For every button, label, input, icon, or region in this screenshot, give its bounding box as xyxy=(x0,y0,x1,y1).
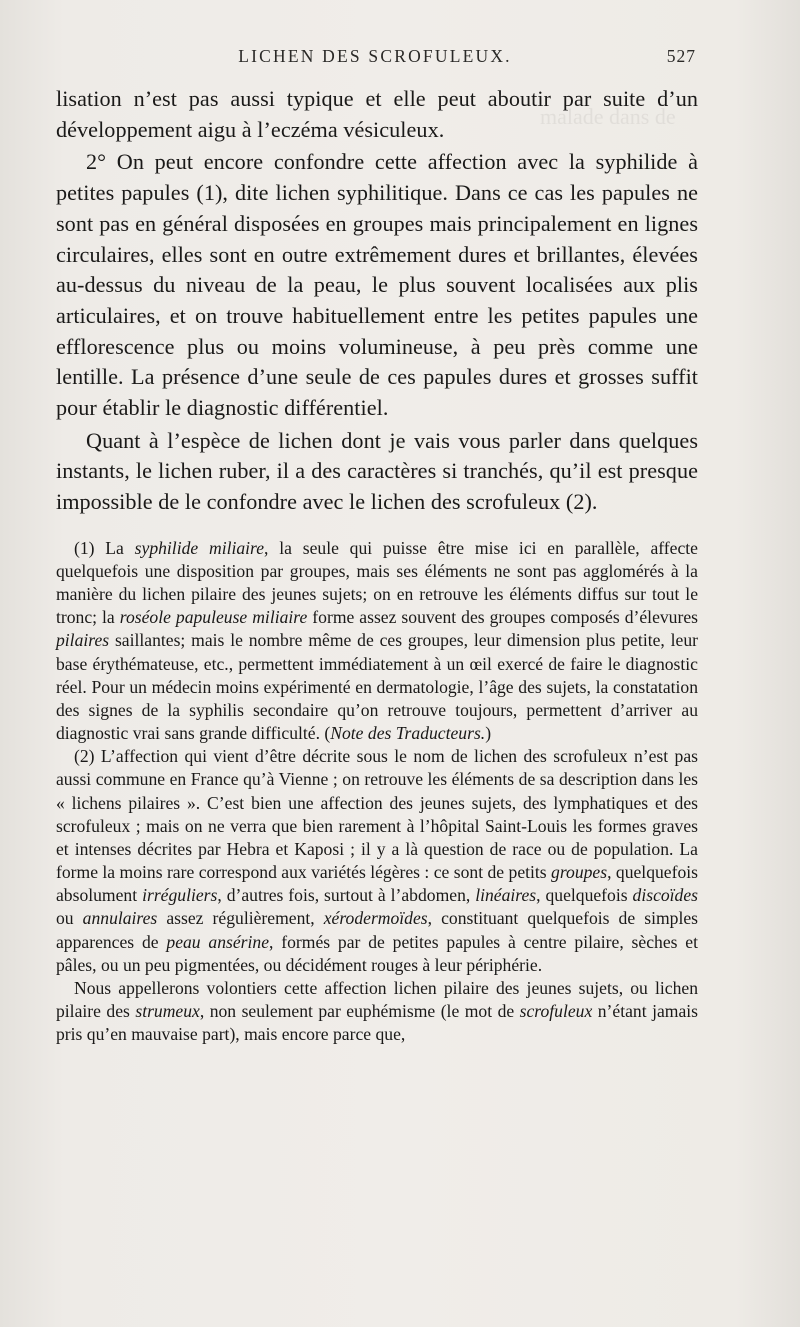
running-title: LICHEN DES SCROFULEUX. xyxy=(238,46,512,66)
paragraph-continuation: lisation n’est pas aussi typique et elle peut aboutir par suite d’un développement aigu à l’eczéma vésiculeux. xyxy=(56,86,698,142)
paragraph-syphilide: 2° On peut encore confondre cette affection avec la syphilide à petites papules (1), dite lichen syphilitique. Dans ce cas les papules ne sont pas en général disposées en groupes mais principalement en lignes circulaires, elles sont en outre extrêmement dures et brillantes, élevées au-dessus du niveau de la peau, le plus souvent localisées aux plis articulaires, et on trouve habituellement entre les petites papules une efflorescence plus ou moins volumineuse, à peu près comme une lentille. La présence d’une seule de ces papules dures et grosses suffit pour établir le diagnostic différentiel. xyxy=(56,149,698,421)
bleed-through-text: malade dans de xyxy=(540,104,676,129)
footnotes xyxy=(56,537,698,1046)
main-text xyxy=(56,84,698,518)
footnote-1: (1) La syphilide miliaire, la seule qui puisse être mise ici en parallèle, affecte quelquefois une disposition par groupes, mais ses éléments ne sont pas agglomérés à la manière du lichen pilaire des jeunes sujets; on en retrouve les éléments diffus sur tout le tronc; la roséole papuleuse miliaire forme assez souvent des groupes composés d’élevures pilaires saillantes; mais le nombre même de ces groupes, leur dimension plus petite, leur base érythémateuse, etc., permettent immédiatement à un œil exercé de faire le diagnostic réel. Pour un médecin moins expérimenté en dermatologie, l’âge des sujets, la constatation des signes de la syphilis secondaire qu’on retrouve toujours, permettent d’arriver au diagnostic vrai sans grande difficulté. (Note des Traducteurs.) xyxy=(56,537,698,744)
paragraph-lichen-ruber: Quant à l’espèce de lichen dont je vais vous parler dans quelques instants, le lichen ruber, il a des caractères si tranchés, qu’il est presque impossible de le confondre avec le lichen des scrofuleux (2). xyxy=(56,427,698,515)
footnote-2-continuation: Nous appellerons volontiers cette affection lichen pilaire des jeunes sujets, ou lichen pilaire des strumeux, non seulement par euphémisme (le mot de scrofuleux n’étant jamais pris qu’en mauvaise part), mais encore parce que, xyxy=(56,977,698,1045)
footnote-2: (2) L’affection qui vient d’être décrite sous le nom de lichen des scrofuleux n’est pas aussi commune en France qu’à Vienne ; on retrouve les éléments de sa description dans les « lichens pilaires ». C’est bien une affection des jeunes sujets, des lymphatiques et des scrofuleux ; mais on ne verra que bien rarement à l’hôpital Saint-Louis les formes graves et intenses décrites par Hebra et Kaposi ; il y a là question de race ou de population. La forme la moins rare correspond aux variétés légères : ce sont de petits groupes, quelquefois absolument irréguliers, d’autres fois, surtout à l’abdomen, linéaires, quelquefois discoïdes ou annulaires assez régulièrement, xérodermoïdes, constituant quelquefois de simples apparences de peau ansérine, formés par de petites papules à centre pilaire, sèches et pâles, ou un peu pigmentées, ou décidément rouges à leur périphérie. xyxy=(56,746,699,975)
page-number: 527 xyxy=(666,46,696,66)
page-body xyxy=(56,84,698,1046)
running-header xyxy=(54,44,696,74)
